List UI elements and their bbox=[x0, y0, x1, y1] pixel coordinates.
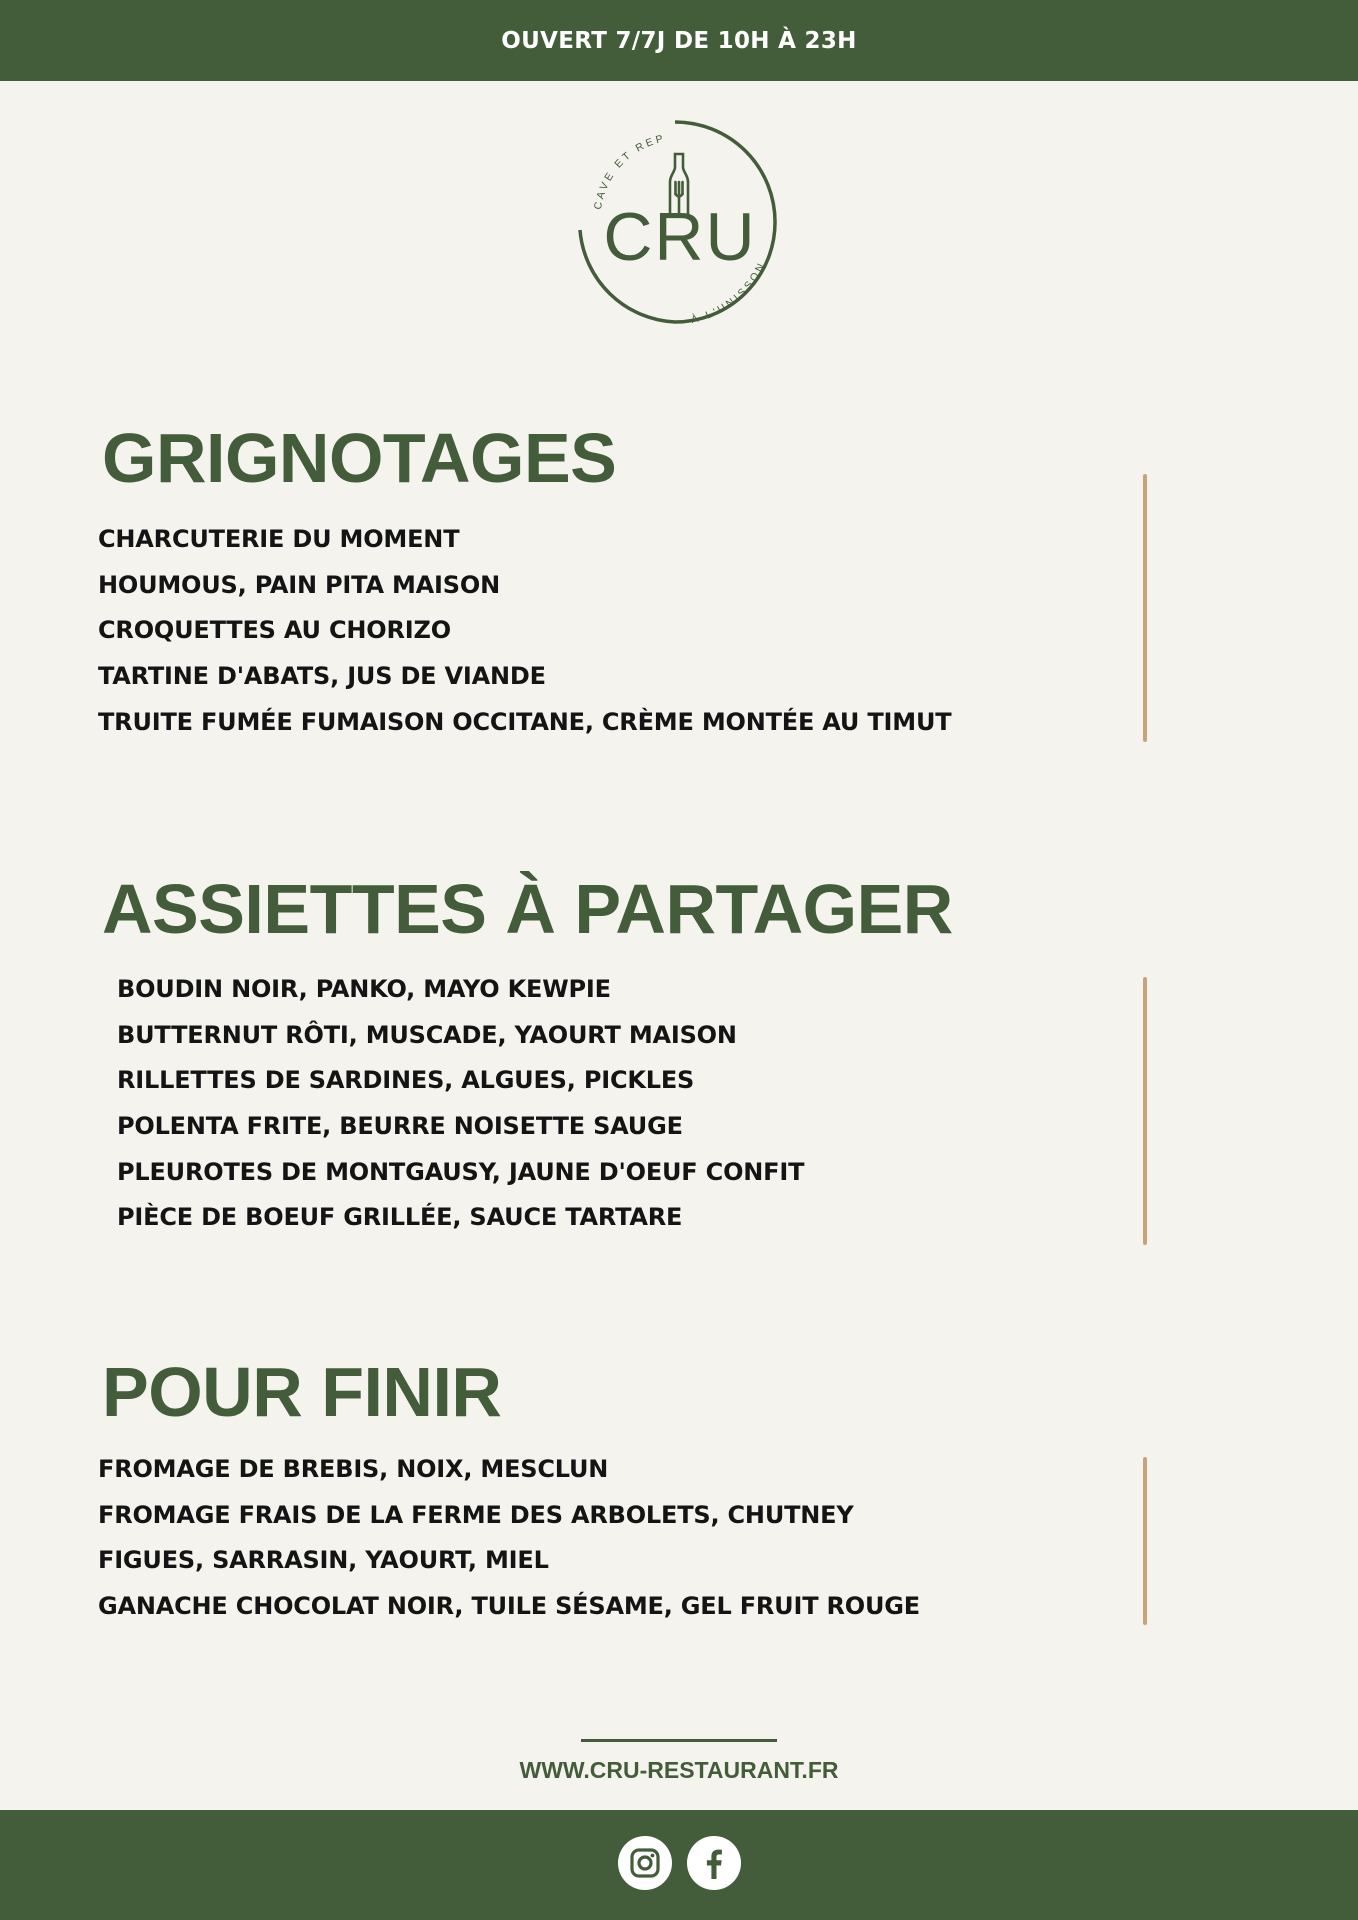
instagram-button[interactable] bbox=[618, 1836, 672, 1890]
svg-text:CAVE ET REPAS bbox=[570, 112, 666, 211]
menu-item: TRUITE FUMÉE FUMAISON OCCITANE, CRÈME MONTÉE AU TIMUT bbox=[98, 707, 952, 736]
grignotages-list bbox=[98, 517, 951, 745]
menu-item: HOUMOUS, PAIN PITA MAISON bbox=[98, 570, 500, 599]
footer-divider bbox=[581, 1739, 777, 1742]
menu-item: FIGUES, SARRASIN, YAOURT, MIEL bbox=[98, 1546, 549, 1575]
assiettes-list bbox=[117, 967, 804, 1241]
instagram-icon bbox=[628, 1846, 662, 1880]
menu-item: TARTINE D'ABATS, JUS DE VIANDE bbox=[98, 662, 546, 691]
menu-item: BUTTERNUT RÔTI, MUSCADE, YAOURT MAISON bbox=[117, 1020, 737, 1049]
menu-item: BOUDIN NOIR, PANKO, MAYO KEWPIE bbox=[117, 975, 611, 1003]
menu-item: PLEUROTES DE MONTGAUSY, JAUNE D'OEUF CONFIT bbox=[117, 1157, 805, 1186]
cru-logo bbox=[570, 112, 790, 332]
section-divider-line bbox=[1143, 1457, 1147, 1625]
section-title-grignotages: GRIGNOTAGES bbox=[102, 419, 617, 497]
website-link[interactable]: WWW.CRU-RESTAURANT.FR bbox=[519, 1757, 839, 1783]
logo-arc-bottom-text: À L'UNISSON bbox=[689, 259, 769, 327]
menu-item: FROMAGE DE BREBIS, NOIX, MESCLUN bbox=[98, 1455, 609, 1483]
section-divider-line bbox=[1143, 474, 1147, 742]
facebook-icon bbox=[697, 1846, 731, 1880]
menu-item: GANACHE CHOCOLAT NOIR, TUILE SÉSAME, GEL FRUIT ROUGE bbox=[98, 1592, 920, 1621]
menu-item: FROMAGE FRAIS DE LA FERME DES ARBOLETS, CHUTNEY bbox=[98, 1500, 854, 1529]
menu-item: PIÈCE DE BOEUF GRILLÉE, SAUCE TARTARE bbox=[117, 1203, 683, 1232]
logo-wordmark: CRU bbox=[603, 199, 757, 275]
menu-item: POLENTA FRITE, BEURRE NOISETTE SAUGE bbox=[117, 1112, 683, 1141]
top-banner bbox=[0, 0, 1358, 81]
pour-finir-list bbox=[98, 1447, 920, 1630]
section-title-pour-finir: POUR FINIR bbox=[102, 1353, 502, 1431]
menu-item: RILLETTES DE SARDINES, ALGUES, PICKLES bbox=[117, 1066, 695, 1095]
menu-item: CROQUETTES AU CHORIZO bbox=[98, 616, 451, 645]
section-title-assiettes: ASSIETTES À PARTAGER bbox=[102, 870, 953, 948]
opening-hours: OUVERT 7/7J DE 10H À 23H bbox=[501, 27, 857, 54]
logo-arc-top-text: CAVE ET REP bbox=[591, 132, 667, 211]
facebook-button[interactable] bbox=[687, 1836, 741, 1890]
bottom-banner bbox=[0, 1810, 1358, 1920]
menu-item: CHARCUTERIE DU MOMENT bbox=[98, 525, 460, 553]
section-divider-line bbox=[1143, 977, 1147, 1245]
